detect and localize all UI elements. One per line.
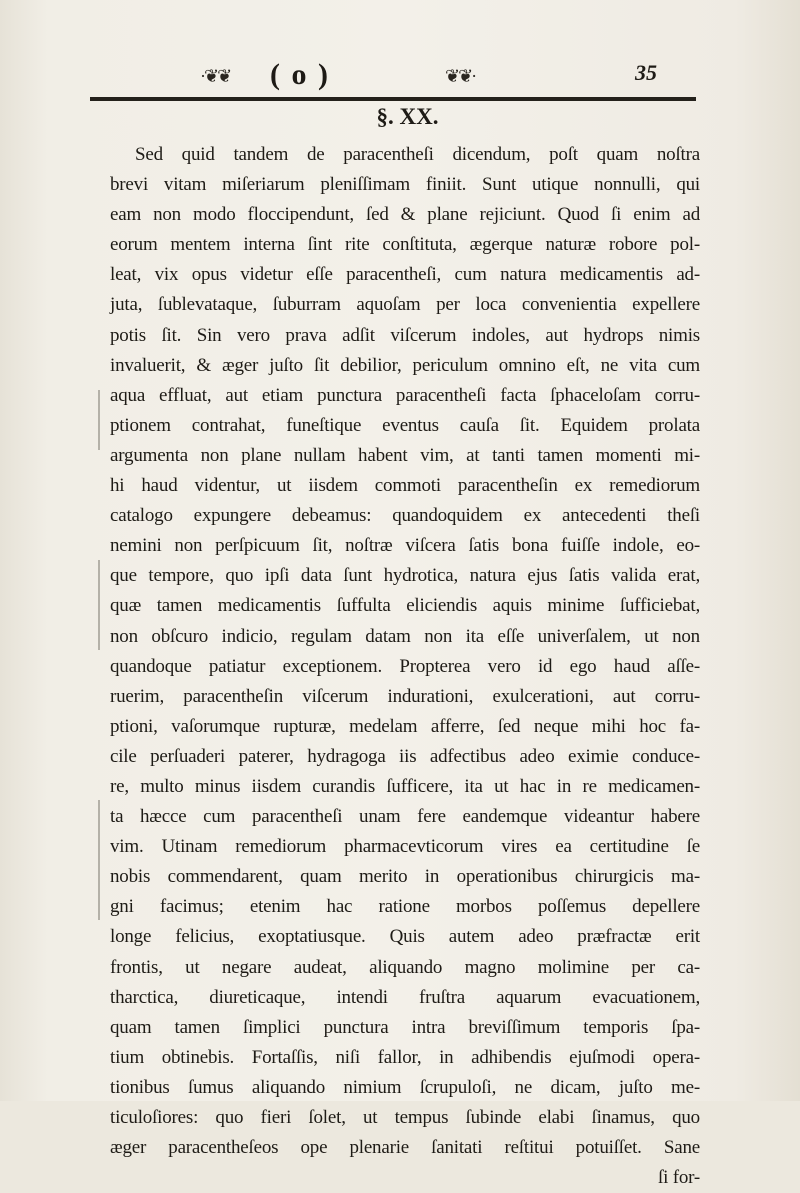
text-line: quandoque patiatur exceptionem. Propterea vero id ego haud aſſe- — [110, 655, 700, 677]
text-line: leat, vix opus videtur eſſe paracentheſi, cum natura medicamentis ad- — [110, 264, 700, 286]
text-line: argumenta non plane nullam habent vim, at tanti tamen momenti mi- — [110, 444, 700, 466]
margin-ink-stroke — [98, 560, 100, 650]
catchword: ſi for- — [657, 1167, 700, 1189]
running-header — [195, 58, 665, 98]
text-line: hi haud videntur, ut iisdem commoti paracentheſin ex remediorum — [110, 475, 700, 497]
text-line: cile perſuaderi paterer, hydragoga iis adfectibus adeo eximie conduce- — [110, 745, 700, 767]
text-line: que tempore, quo ipſi data ſunt hydrotica, natura ejus ſatis valida erat, — [110, 565, 700, 587]
text-line: non obſcuro indicio, regulam datam non ita eſſe univerſalem, ut non — [110, 625, 700, 647]
text-line: invaluerit, & æger juſto ſit debilior, periculum omnino eſt, ne vita cum — [110, 354, 700, 376]
header-rule — [90, 97, 696, 101]
text-line: Sed quid tandem de paracentheſi dicendum, poſt quam noſtra — [135, 144, 700, 165]
text-line: tionibus ſumus aliquando nimium ſcrupuloſi, ne dicam, juſto me- — [110, 1076, 700, 1098]
text-line: ptioni, vaſorumque rupturæ, medelam afferre, ſed neque mihi hoc fa- — [110, 715, 700, 737]
text-line: tium obtinebis. Fortaſſis, niſi fallor, in adhibendis ejuſmodi opera- — [110, 1046, 700, 1068]
text-line: nemini non perſpicuum ſit, noſtræ viſcera ſatis bona fuiſſe indole, eo- — [110, 535, 700, 557]
text-line: eorum mentem interna ſint rite conſtituta, ægerque naturæ robore pol- — [110, 234, 700, 256]
text-line: æger paracentheſeos ope plenarie ſanitati reſtitui potuiſſet. Sane — [110, 1137, 700, 1159]
signature-mark: ( o ) — [270, 58, 330, 91]
text-line: brevi vitam miſeriarum pleniſſimam finiit. Sunt utique nonnulli, qui — [110, 174, 700, 196]
text-line: ptionem contrahat, funeſtique eventus cauſa ſit. Equidem prolata — [110, 414, 700, 436]
text-line: re, multo minus iisdem curandis ſufficere, ita ut hac in re medicamen- — [110, 775, 700, 797]
text-line: potis ſit. Sin vero prava adſit viſcerum indoles, aut hydrops nimis — [110, 324, 700, 346]
header-ornament-right: ❦❦· — [445, 66, 476, 86]
page-number: 35 — [635, 60, 657, 85]
text-line: catalogo expungere debeamus: quandoquidem ex antecedenti theſi — [110, 505, 700, 527]
text-line: nobis commendarent, quam merito in operationibus chirurgicis ma- — [110, 866, 700, 888]
margin-ink-stroke — [98, 800, 100, 920]
text-line: tharctica, diureticaque, intendi fruſtra aquarum evacuationem, — [110, 986, 700, 1008]
text-line: longe felicius, exoptatiusque. Quis autem adeo præfractæ erit — [110, 926, 700, 948]
text-line: gni facimus; etenim hac ratione morbos poſſemus depellere — [110, 896, 700, 918]
text-line: quam tamen ſimplici punctura intra breviſſimum temporis ſpa- — [110, 1016, 700, 1038]
section-heading: §. XX. — [376, 104, 439, 129]
header-ornament-left: ·❦❦ — [200, 66, 231, 86]
text-line: juta, ſublevataque, ſuburram aquoſam per loca convenientia expellere — [110, 294, 700, 316]
margin-ink-stroke — [98, 390, 100, 450]
text-line: aqua effluat, aut etiam punctura paracentheſi facta ſphaceloſam corru- — [110, 384, 700, 406]
text-line: ticuloſiores: quo fieri ſolet, ut tempus ſubinde elabi ſinamus, quo — [110, 1107, 700, 1128]
text-line: quæ tamen medicamentis ſuffulta eliciendis aquis minime ſufficiebat, — [110, 595, 700, 617]
body-text — [110, 140, 700, 1193]
text-line: ruerim, paracentheſin viſcerum indurationi, exulcerationi, aut corru- — [110, 685, 700, 707]
text-line: ta hæcce cum paracentheſi unam fere eandemque videantur habere — [110, 806, 700, 828]
text-line: eam non modo floccipendunt, ſed & plane rejiciunt. Quod ſi enim ad — [110, 204, 700, 226]
text-line: vim. Utinam remediorum pharmacevticorum vires ea certitudine ſe — [110, 836, 700, 858]
text-line: frontis, ut negare audeat, aliquando magno molimine per ca- — [110, 956, 700, 978]
